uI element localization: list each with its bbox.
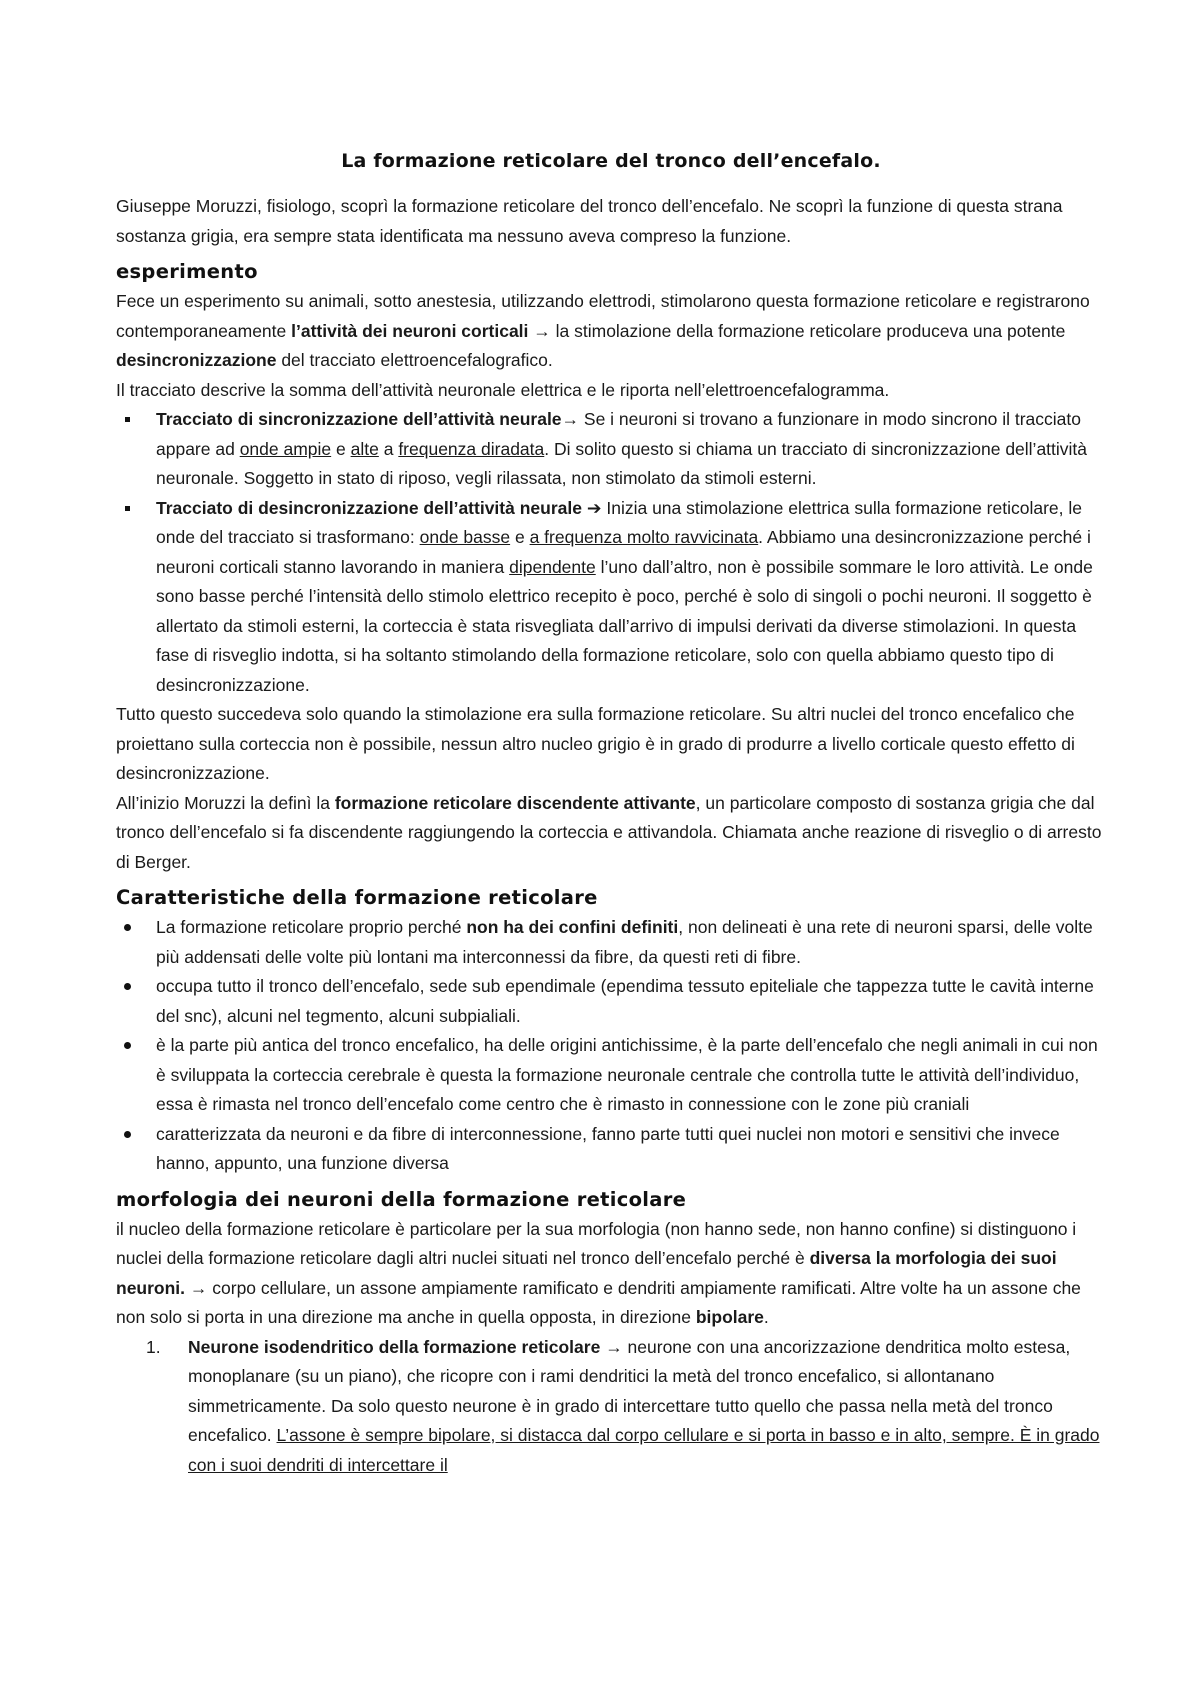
morphology-paragraph: il nucleo della formazione reticolare è particolare per la sua morfologia (non hanno sede, non hanno confine) si distinguono i nuclei della formazione reticolare dagli altri nuclei situati nel tronco dell’encefalo perché è diversa la morfologia dei suoi neuroni. → corpo cellulare, un assone ampiamente ramificato e dendriti ampiamente ramificati. Altre volte ha un assone che non solo si porta in una direzione ma anche in quella opposta, in direzione bipolare.: [116, 1218, 1081, 1327]
document-title: La formazione reticolare del tronco dell’encefalo.: [341, 150, 881, 172]
experiment-paragraph: Fece un esperimento su animali, sotto anestesia, utilizzando elettrodi, stimolarono questa formazione reticolare e registrarono contemporaneamente l’attività dei neuroni corticali → la stimolazione della formazione reticolare produceva una potente desincronizzazione del tracciato elettroencefalografico.: [116, 291, 1090, 370]
list-item-sincronizzazione: Tracciato di sincronizzazione dell’attività neurale→ Se i neuroni si trovano a funzionare in modo sincrono il tracciato appare ad onde ampie e alte a frequenza diradata. Di solito questo si chiama un tracciato di sincronizzazione dell’attività neuronale. Soggetto in stato di riposo, vegli rilassata, non stimolato da stimoli esterni.: [116, 405, 1106, 494]
neuron-numbered-list: [116, 1333, 1106, 1481]
document-content: [116, 150, 1106, 1480]
stimulation-paragraph: Tutto questo succedeva solo quando la stimolazione era sulla formazione reticolare. Su altri nuclei del tronco encefalico che proiettano sulla corteccia non è possibile, nessun altro nucleo grigio è in grado di produrre a livello corticale questo effetto di desincronizzazione.: [116, 704, 1075, 783]
intro-paragraph: Giuseppe Moruzzi, fisiologo, scoprì la formazione reticolare del tronco dell’encefalo. Ne scoprì la funzione di questa strana sostanza grigia, era sempre stata identificata ma nessuno aveva compreso la funzione.: [116, 196, 1063, 246]
tracing-bullet-list: [116, 405, 1106, 700]
characteristics-bullet-list: [116, 913, 1106, 1179]
list-item: caratterizzata da neuroni e da fibre di interconnessione, fanno parte tutti quei nuclei non motori e sensitivi che invece hanno, appunto, una funzione diversa: [116, 1120, 1106, 1179]
list-item: occupa tutto il tronco dell’encefalo, sede sub ependimale (ependima tessuto epiteliale che tappezza tutte le cavità interne del snc), alcuni nel tegmento, alcuni subpialiali.: [116, 972, 1106, 1031]
list-item-isodendritico: 1. Neurone isodendritico della formazione reticolare → neurone con una ancorizzazione dendritica molto estesa, monoplanare (su un piano), che ricopre con i rami dendritici la metà del tronco encefalico, si allontanano simmetricamente. Da solo questo neurone è in grado di intercettare tutto quello che passa nella metà del tronco encefalico. L’assone è sempre bipolare, si distacca dal corpo cellulare e si porta in basso e in alto, sempre. È in grado con i suoi dendriti di intercettare il: [116, 1333, 1106, 1481]
list-item: La formazione reticolare proprio perché non ha dei confini definiti, non delineati è una rete di neuroni sparsi, delle volte più addensati delle volte più lontani ma interconnessi da fibre, da questi reti di fibre.: [116, 913, 1106, 972]
list-item: è la parte più antica del tronco encefalico, ha delle origini antichissime, è la parte dell’encefalo che negli animali in cui non è sviluppata la corteccia cerebrale è questa la formazione neuronale centrale che controlla tutte le attività dell’individuo, essa è rimasta nel tronco dell’encefalo come centro che è rimasto in connessione con le zone più craniali: [116, 1031, 1106, 1120]
tracing-paragraph: Il tracciato descrive la somma dell’attività neuronale elettrica e le riporta nell’elettroencefalogramma.: [116, 379, 890, 400]
list-number: 1.: [146, 1336, 161, 1357]
list-item-desincronizzazione: Tracciato di desincronizzazione dell’attività neurale ➔ Inizia una stimolazione elettrica sulla formazione reticolare, le onde del tracciato si trasformano: onde basse e a frequenza molto ravvicinata. Abbiamo una desincronizzazione perché i neuroni corticali stanno lavorando in maniera dipendente l’uno dall’altro, non è possibile sommare le loro attività. Le onde sono basse perché l’intensità dello stimolo elettrico recepito è poco, perché è solo di singoli o pochi neuroni. Il soggetto è allertato da stimoli esterni, la corteccia è stata risvegliata dall’arrivo di impulsi derivati da diverse stimolazioni. In questa fase di risveglio indotta, si ha soltanto stimolando della formazione reticolare, solo con quella abbiamo questo tipo di desincronizzazione.: [116, 494, 1106, 701]
section-heading-esperimento: esperimento: [116, 260, 258, 283]
moruzzi-paragraph: All’inizio Moruzzi la definì la formazione reticolare discendente attivante, un particolare composto di sostanza grigia che dal tronco dell’encefalo si fa discendente raggiungendo la corteccia e attivandola. Chiamata anche reazione di risveglio o di arresto di Berger.: [116, 792, 1102, 872]
section-heading-caratteristiche: Caratteristiche della formazione reticolare: [116, 886, 598, 909]
section-heading-morfologia: morfologia dei neuroni della formazione reticolare: [116, 1187, 687, 1211]
